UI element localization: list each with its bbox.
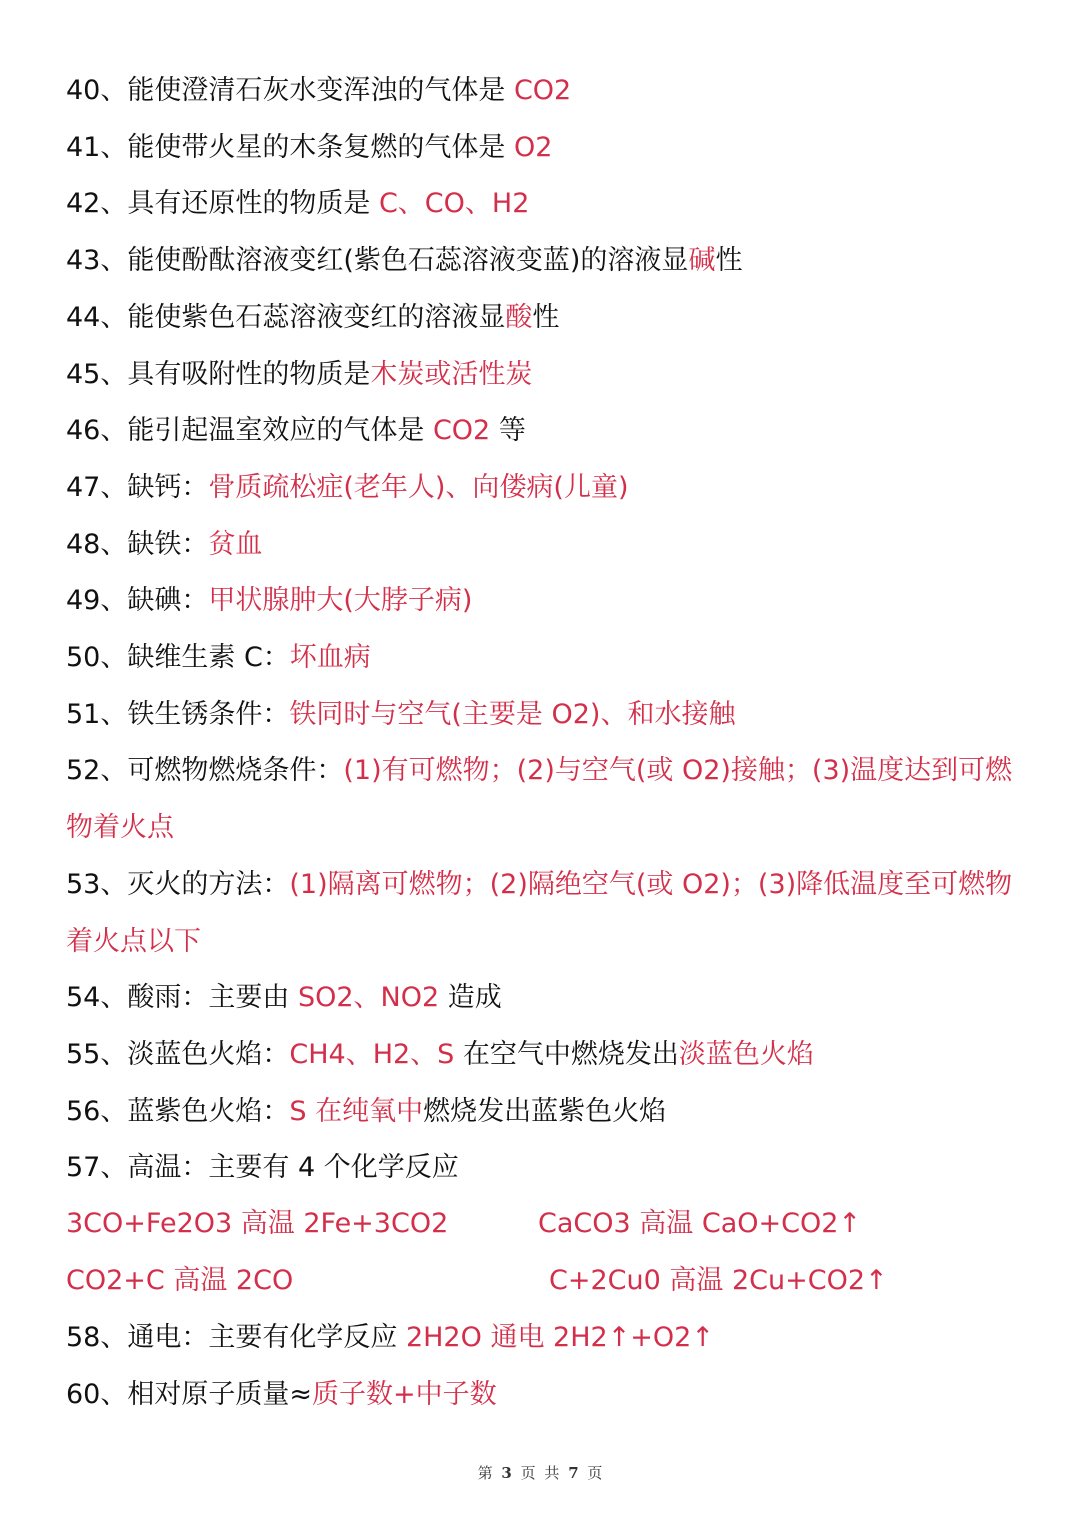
body-text: 60、相对原子质量≈	[66, 1379, 312, 1410]
page-footer	[0, 1462, 1080, 1483]
equation-3: CO2+C 高温 2CO	[66, 1265, 294, 1296]
highlight-text: 2H2O 通电 2H2↑+O2↑	[405, 1322, 714, 1353]
body-text: 41、能使带火星的木条复燃的气体是	[66, 132, 514, 163]
body-text: 44、能使紫色石蕊溶液变红的溶液显	[66, 302, 506, 333]
body-text: 40、能使澄清石灰水变浑浊的气体是	[66, 75, 514, 106]
highlight-text: 甲状腺肿大(大脖子病)	[208, 585, 473, 616]
text-line	[66, 810, 1020, 846]
text-line	[66, 1094, 1020, 1130]
body-text: 50、缺维生素 C：	[66, 642, 290, 673]
body-text: 造成	[439, 982, 502, 1013]
text-line	[66, 980, 1020, 1016]
body-text: 性	[715, 245, 743, 276]
equation-2: CaCO3 高温 CaO+CO2↑	[538, 1208, 862, 1239]
body-text: 56、蓝紫色火焰：	[66, 1096, 290, 1127]
highlight-text: 骨质疏松症(老年人)、向偻病(儿童)	[208, 472, 629, 503]
body-text: 46、能引起温室效应的气体是	[66, 415, 433, 446]
text-line	[66, 1037, 1020, 1073]
body-text: 等	[490, 415, 526, 446]
highlight-text: C、CO、H2	[378, 188, 530, 219]
text-line	[66, 753, 1020, 789]
body-text: 42、具有还原性的物质是	[66, 188, 379, 219]
highlight-text: S 在纯氧中	[289, 1096, 424, 1127]
text-line	[66, 357, 1020, 393]
body-text: 48、缺铁：	[66, 529, 209, 560]
footer-total-word: 页	[587, 1464, 603, 1482]
highlight-text: 铁同时与空气(主要是 O2)、和水接触	[289, 699, 736, 730]
body-text: 57、高温：主要有 4 个化学反应	[66, 1152, 459, 1183]
body-text: 52、可燃物燃烧条件：	[66, 755, 344, 786]
body-text: 55、淡蓝色火焰：	[66, 1039, 290, 1070]
body-text: 性	[532, 302, 560, 333]
highlight-text: 淡蓝色火焰	[678, 1039, 814, 1070]
text-line	[66, 1377, 1020, 1413]
body-text: 53、灭火的方法：	[66, 869, 290, 900]
highlight-text: 酸	[505, 302, 533, 333]
highlight-text: 着火点以下	[66, 926, 201, 957]
highlight-text: CO2	[513, 75, 572, 106]
body-text: 47、缺钙：	[66, 472, 209, 503]
text-line	[66, 924, 1020, 960]
footer-prefix: 第	[477, 1464, 493, 1482]
footer-page-number: 3	[501, 1464, 512, 1482]
text-line	[66, 697, 1020, 733]
equation-1: 3CO+Fe2O3 高温 2Fe+3CO2	[66, 1208, 449, 1239]
highlight-text: SO2、NO2	[297, 982, 440, 1013]
highlight-text: 木炭或活性炭	[370, 359, 533, 390]
text-line	[66, 527, 1020, 563]
highlight-text: O2	[513, 132, 553, 163]
footer-total-prefix: 共	[544, 1464, 560, 1482]
text-line	[66, 413, 1020, 449]
text-line	[66, 73, 1020, 109]
highlight-text: (1)隔离可燃物；(2)隔绝空气(或 O2)；(3)降低温度至可燃物	[289, 869, 1013, 900]
text-line	[66, 300, 1020, 336]
text-line	[66, 640, 1020, 676]
text-line	[66, 867, 1020, 903]
body-text: 43、能使酚酞溶液变红(紫色石蕊溶液变蓝)的溶液显	[66, 245, 689, 276]
body-text: 49、缺碘：	[66, 585, 209, 616]
body-text: 54、酸雨：主要由	[66, 982, 298, 1013]
footer-page-word: 页	[520, 1464, 536, 1482]
highlight-text: 物着火点	[66, 812, 174, 843]
highlight-text: 碱	[688, 245, 716, 276]
text-line	[66, 186, 1020, 222]
footer-total-pages: 7	[568, 1464, 579, 1482]
body-text: 45、具有吸附性的物质是	[66, 359, 371, 390]
body-text: 51、铁生锈条件：	[66, 699, 290, 730]
text-line	[66, 470, 1020, 506]
text-line	[66, 1320, 1020, 1356]
text-line	[66, 243, 1020, 279]
highlight-text: 贫血	[208, 529, 263, 560]
text-line	[66, 1150, 1020, 1186]
equation-4: C+2Cu0 高温 2Cu+CO2↑	[549, 1265, 888, 1296]
body-text: 在空气中燃烧发出	[454, 1039, 679, 1070]
highlight-text: 质子数+中子数	[311, 1379, 497, 1410]
body-text: 燃烧发出蓝紫色火焰	[423, 1096, 667, 1127]
highlight-text: CO2	[432, 415, 491, 446]
highlight-text: 坏血病	[289, 642, 371, 673]
text-line	[66, 130, 1020, 166]
body-text: 58、通电：主要有化学反应	[66, 1322, 406, 1353]
text-line	[66, 583, 1020, 619]
highlight-text: (1)有可燃物；(2)与空气(或 O2)接触；(3)温度达到可燃	[343, 755, 1013, 786]
highlight-text: CH4、H2、S	[289, 1039, 455, 1070]
